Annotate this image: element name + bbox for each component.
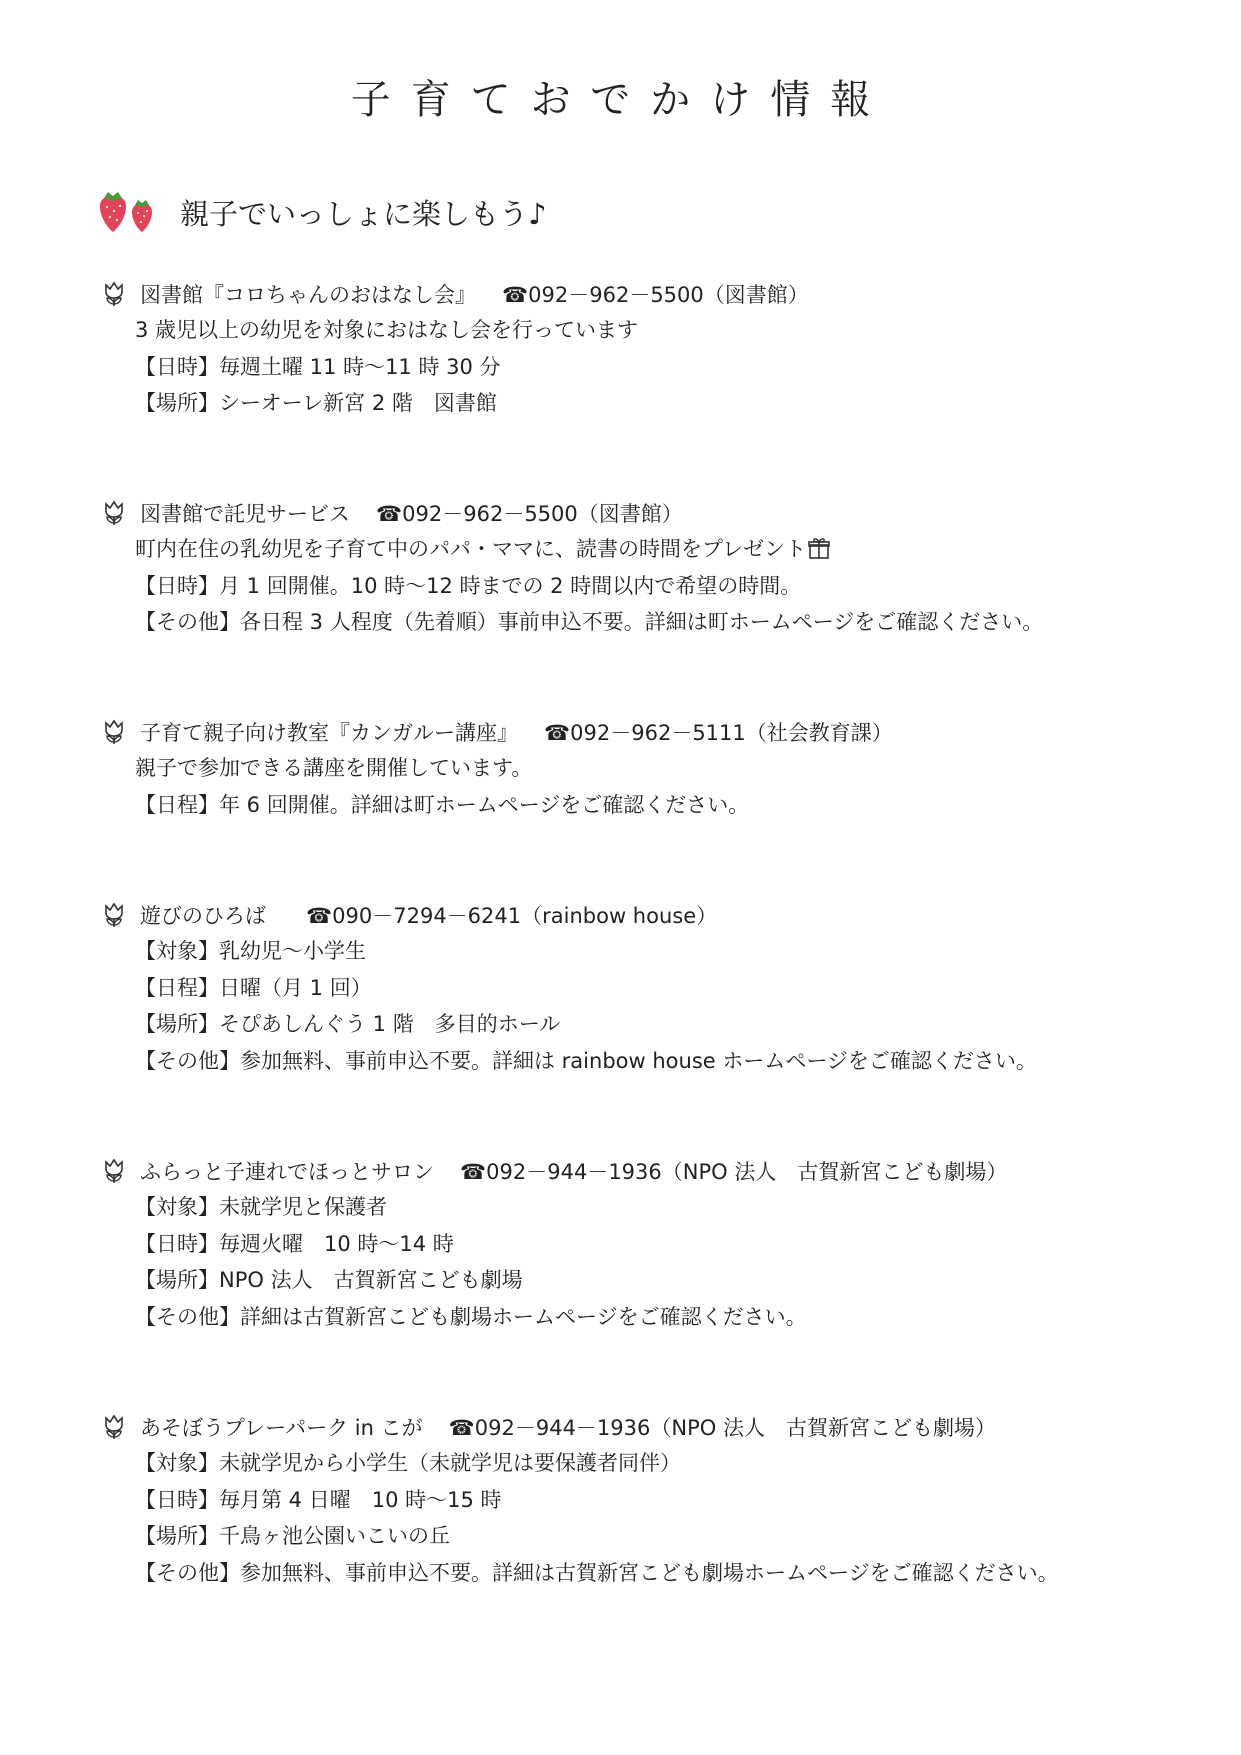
entry-line: 【その他】各日程 3 人程度（先着順）事前申込不要。詳細は町ホームページをご確認ください。 <box>135 610 1044 634</box>
tulip-icon <box>102 500 126 526</box>
entry-contact: ☎092－944－1936（NPO 法人 古賀新宮こども劇場） <box>460 1160 1008 1184</box>
event-entry <box>102 897 1202 1079</box>
entry-line: 【対象】未就学児と保護者 <box>135 1195 387 1219</box>
tulip-icon <box>102 902 126 928</box>
entry-contact: ☎092－962－5500（図書館） <box>376 502 683 526</box>
entry-line: 【日程】日曜（月 1 回） <box>135 975 372 1000</box>
event-entry <box>102 1409 1202 1591</box>
entry-line <box>102 531 1202 568</box>
entry-line: 【対象】乳幼児～小学生 <box>135 939 366 963</box>
event-entry <box>102 276 1202 422</box>
entry-line: 【対象】未就学児から小学生（未就学児は要保護者同伴） <box>135 1451 681 1475</box>
section-heading-text: 親子でいっしょに楽しもう♪ <box>180 196 547 231</box>
event-entry <box>102 714 1202 823</box>
entry-line: 【日程】年 6 回開催。詳細は町ホームページをご確認ください。 <box>135 792 750 817</box>
entry-name: 図書館で託児サービス <box>140 502 350 526</box>
entry-line: 【その他】参加無料、事前申込不要。詳細は rainbow house ホームページをご確認ください。 <box>135 1048 1037 1073</box>
strawberries-icon <box>96 188 162 236</box>
entry-line: 【場所】NPO 法人 古賀新宮こども劇場 <box>135 1268 523 1292</box>
entry-name: 遊びのひろば <box>140 904 266 928</box>
section-heading <box>96 188 547 236</box>
entry-contact: ☎090－7294－6241（rainbow house） <box>306 904 718 928</box>
entry-line: 【場所】そぴあしんぐう 1 階 多目的ホール <box>135 1012 561 1036</box>
tulip-icon <box>102 281 126 307</box>
entry-name: ふらっと子連れでほっとサロン <box>140 1160 434 1184</box>
entry-line: 【その他】参加無料、事前申込不要。詳細は古賀新宮こども劇場ホームページをご確認ください。 <box>135 1560 1059 1585</box>
entry-line: 【日時】毎月第 4 日曜 10 時～15 時 <box>135 1487 502 1512</box>
entry-name: 図書館『コロちゃんのおはなし会』 <box>140 283 476 307</box>
entry-line: 【日時】毎週火曜 10 時～14 時 <box>135 1231 454 1256</box>
entry-line: 親子で参加できる講座を開催しています。 <box>135 756 533 780</box>
tulip-icon <box>102 1414 126 1440</box>
entry-contact: ☎092－962－5111（社会教育課） <box>544 721 893 745</box>
entry-line: 【日時】月 1 回開催。10 時～12 時までの 2 時間以内で希望の時間。 <box>135 573 802 598</box>
gift-icon <box>808 537 830 559</box>
entry-contact: ☎092－944－1936（NPO 法人 古賀新宮こども劇場） <box>448 1416 996 1440</box>
entry-contact: ☎092－962－5500（図書館） <box>502 283 809 307</box>
entry-line: 【場所】シーオーレ新宮 2 階 図書館 <box>135 391 497 415</box>
entry-line: 【その他】詳細は古賀新宮こども劇場ホームページをご確認ください。 <box>135 1304 807 1329</box>
entry-line: 【場所】千鳥ヶ池公園いこいの丘 <box>135 1524 450 1548</box>
event-entry <box>102 1153 1202 1335</box>
entry-name: 子育て親子向け教室『カンガルー講座』 <box>140 721 518 745</box>
tulip-icon <box>102 719 126 745</box>
entry-name: あそぼうプレーパーク in こが <box>140 1416 423 1440</box>
entry-line-text: 町内在住の乳幼児を子育て中のパパ・ママに、読書の時間をプレゼント <box>135 537 807 561</box>
event-entry <box>102 495 1202 641</box>
entry-line: 【日時】毎週土曜 11 時～11 時 30 分 <box>135 354 501 379</box>
tulip-icon <box>102 1158 126 1184</box>
page-title: 子育ておでかけ情報 <box>350 77 891 123</box>
entry-line: 3 歳児以上の幼児を対象におはなし会を行っています <box>135 318 639 342</box>
